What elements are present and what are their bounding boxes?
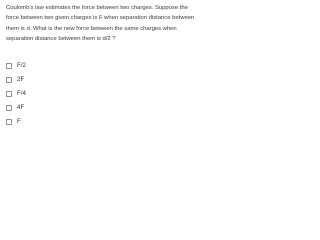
option-radio[interactable] xyxy=(6,119,12,125)
option-label: 4F xyxy=(17,104,25,111)
option-radio[interactable] xyxy=(6,63,12,69)
option-radio[interactable] xyxy=(6,105,12,111)
question-text: Coulomb's law estimates the force between two charges. Suppose the force between two given charges is F when separation distance between them is d. What is the new force between the same charges when separation distance between them is d/2 ? xyxy=(6,5,195,43)
option-label: F/2 xyxy=(17,62,26,69)
answer-option[interactable] xyxy=(0,116,200,130)
option-radio[interactable] xyxy=(6,91,12,97)
option-label: F xyxy=(17,118,21,125)
answer-option[interactable] xyxy=(0,88,200,102)
answer-option[interactable] xyxy=(0,102,200,116)
option-label: 2F xyxy=(17,76,25,83)
option-label: F/4 xyxy=(17,90,26,97)
answer-option[interactable] xyxy=(0,60,200,74)
answer-option[interactable] xyxy=(0,74,200,88)
option-radio[interactable] xyxy=(6,77,12,83)
